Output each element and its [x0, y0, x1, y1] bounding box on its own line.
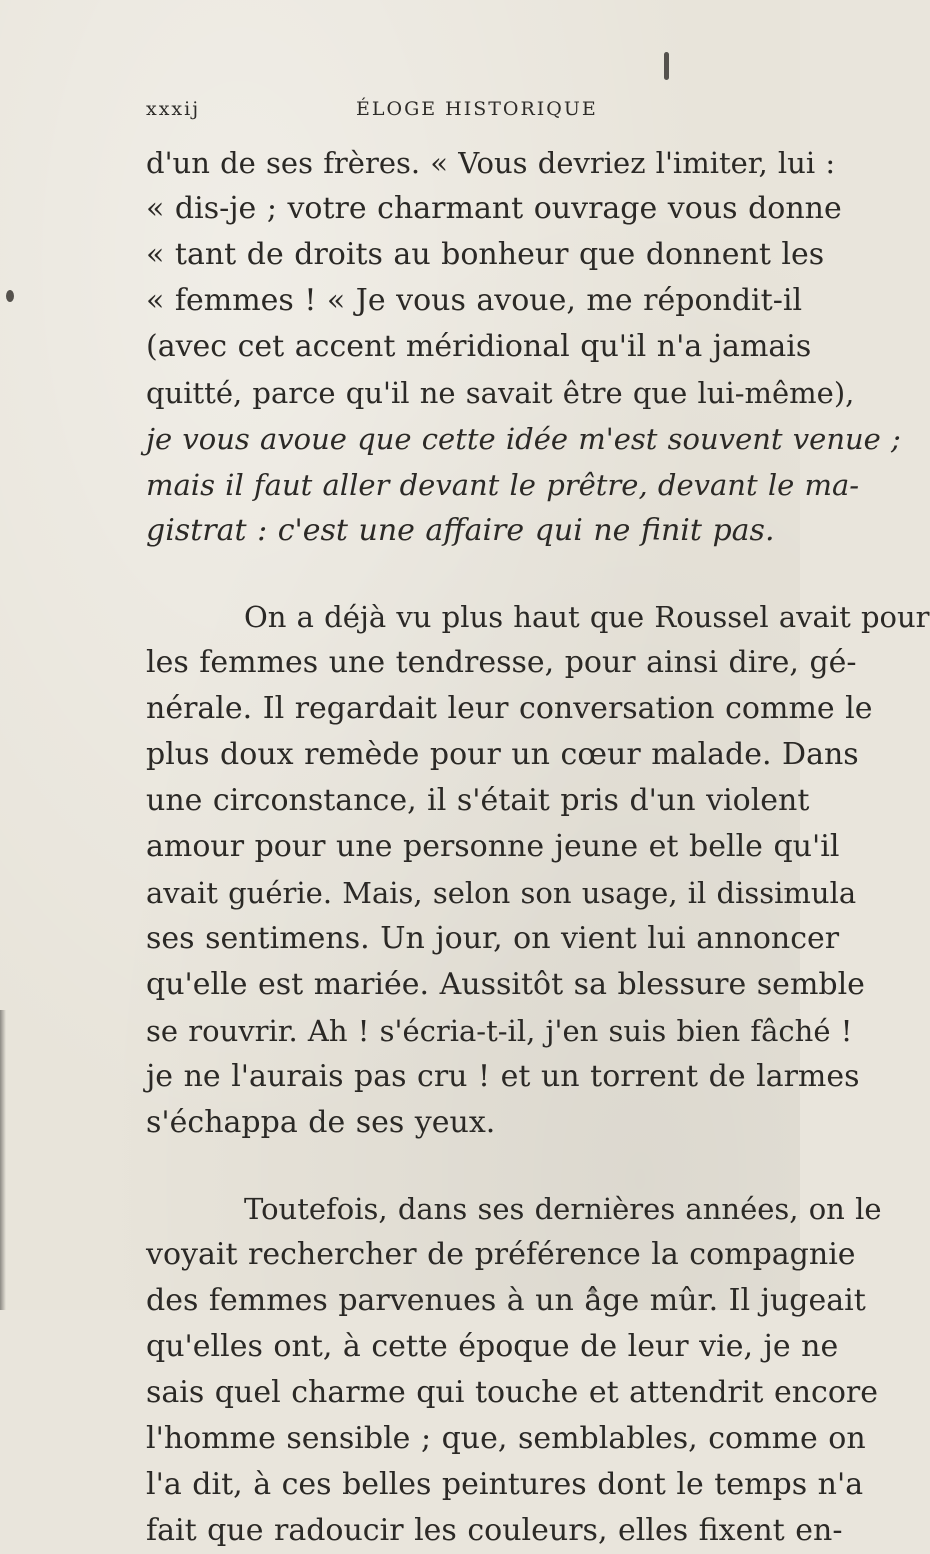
text-line: ses sentimens. Un jour, on vient lui annoncer — [146, 921, 840, 956]
running-title: ÉLOGE HISTORIQUE — [356, 98, 598, 120]
text-line: voyait rechercher de préférence la compagnie — [146, 1237, 856, 1272]
body-text — [146, 140, 930, 1554]
text-line: plus doux remède pour un cœur malade. Dans — [146, 737, 859, 772]
ink-spot — [664, 52, 669, 80]
text-line: « femmes ! « Je vous avoue, me répondit-il — [146, 283, 803, 318]
text-line: Toutefois, dans ses dernières années, on le — [244, 1192, 882, 1226]
text-line: d'un de ses frères. « Vous devriez l'imiter, lui : — [146, 146, 836, 180]
paragraph-1 — [146, 140, 901, 554]
paragraph-gap — [146, 1146, 776, 1186]
ink-spot — [6, 290, 14, 302]
text-line: quitté, parce qu'il ne savait être que lui-même), — [146, 376, 855, 410]
text-line: avait guérie. Mais, selon son usage, il dissimula — [146, 876, 857, 910]
paragraph-2 — [146, 594, 930, 1146]
text-line: On a déjà vu plus haut que Roussel avait pour — [244, 600, 930, 634]
paragraph-gap — [146, 554, 776, 594]
running-header — [146, 98, 686, 128]
paragraph-3 — [146, 1186, 882, 1554]
page-edge-shadow — [0, 1010, 6, 1310]
text-line: les femmes une tendresse, pour ainsi dire, gé- — [146, 645, 857, 680]
text-line: qu'elles ont, à cette époque de leur vie, je ne — [146, 1329, 839, 1364]
text-line: sais quel charme qui touche et attendrit encore — [146, 1375, 878, 1410]
text-line: s'échappa de ses yeux. — [146, 1105, 496, 1140]
text-line: « dis-je ; votre charmant ouvrage vous donne — [146, 191, 842, 226]
text-line: une circonstance, il s'était pris d'un violent — [146, 783, 810, 818]
text-line: « tant de droits au bonheur que donnent les — [146, 237, 825, 272]
text-line: je ne l'aurais pas cru ! et un torrent de larmes — [146, 1059, 860, 1094]
text-line-italic: gistrat : c'est une affaire qui ne finit pas. — [146, 513, 775, 548]
text-line: (avec cet accent méridional qu'il n'a jamais — [146, 329, 812, 364]
text-line: nérale. Il regardait leur conversation comme le — [146, 691, 873, 726]
text-line: l'homme sensible ; que, semblables, comme on — [146, 1421, 866, 1456]
text-line: des femmes parvenues à un âge mûr. Il jugeait — [146, 1283, 866, 1318]
text-line: fait que radoucir les couleurs, elles fixent en- — [146, 1513, 843, 1548]
text-line: l'a dit, à ces belles peintures dont le temps n'a — [146, 1467, 864, 1502]
page-number: xxxij — [146, 98, 201, 120]
text-line: se rouvrir. Ah ! s'écria-t-il, j'en suis bien fâché ! — [146, 1014, 853, 1048]
text-line-italic: je vous avoue que cette idée m'est souvent venue ; — [146, 422, 901, 456]
text-line-italic: mais il faut aller devant le prêtre, devant le ma- — [146, 468, 860, 502]
text-line: amour pour une personne jeune et belle qu'il — [146, 829, 840, 864]
text-line: qu'elle est mariée. Aussitôt sa blessure semble — [146, 967, 865, 1002]
